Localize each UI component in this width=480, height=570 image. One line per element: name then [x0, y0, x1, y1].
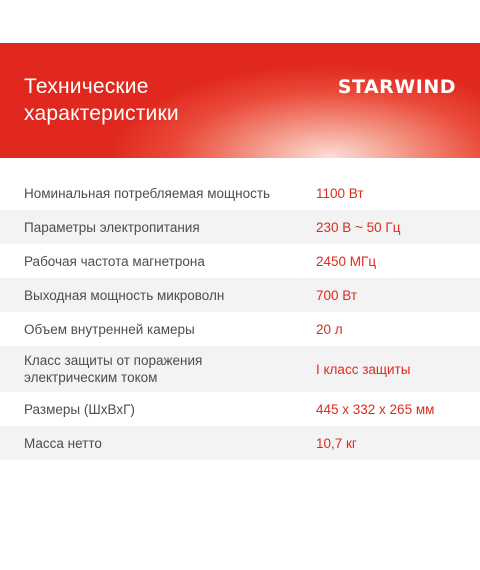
- spec-row-dimensions: [0, 392, 480, 426]
- spec-row-protection-class: [0, 346, 480, 392]
- spec-label: Выходная мощность микроволн: [24, 287, 225, 303]
- spec-label: Номинальная потребляемая мощность: [24, 185, 271, 201]
- spec-value: 20 л: [316, 321, 343, 337]
- spec-label: Масса нетто: [24, 435, 102, 451]
- spec-value: 1100 Вт: [316, 185, 364, 201]
- spec-value: 2450 МГц: [316, 253, 377, 269]
- spec-row-net-weight: [0, 426, 480, 460]
- spec-row-microwave-output: [0, 278, 480, 312]
- spec-row-power-supply: [0, 210, 480, 244]
- spec-value: 445 х 332 х 265 мм: [316, 401, 435, 417]
- specs-table: [0, 176, 480, 460]
- brand-logo: STARWIND: [337, 76, 456, 98]
- spec-label: Параметры электропитания: [24, 219, 200, 235]
- spec-label: Рабочая частота магнетрона: [24, 253, 205, 269]
- spec-value: 700 Вт: [316, 287, 358, 303]
- spec-value: 10,7 кг: [316, 435, 357, 451]
- spec-value: I класс защиты: [316, 361, 411, 377]
- spec-row-power-consumption: [0, 176, 480, 210]
- page-title: Технические характеристики: [24, 75, 179, 125]
- spec-label: Класс защиты от поражения электрическим током: [24, 353, 203, 385]
- spec-row-chamber-volume: [0, 312, 480, 346]
- spec-value: 230 В ~ 50 Гц: [316, 219, 401, 235]
- spec-label: Размеры (ШхВхГ): [24, 401, 135, 417]
- spec-row-magnetron-frequency: [0, 244, 480, 278]
- spec-label: Объем внутренней камеры: [24, 321, 195, 337]
